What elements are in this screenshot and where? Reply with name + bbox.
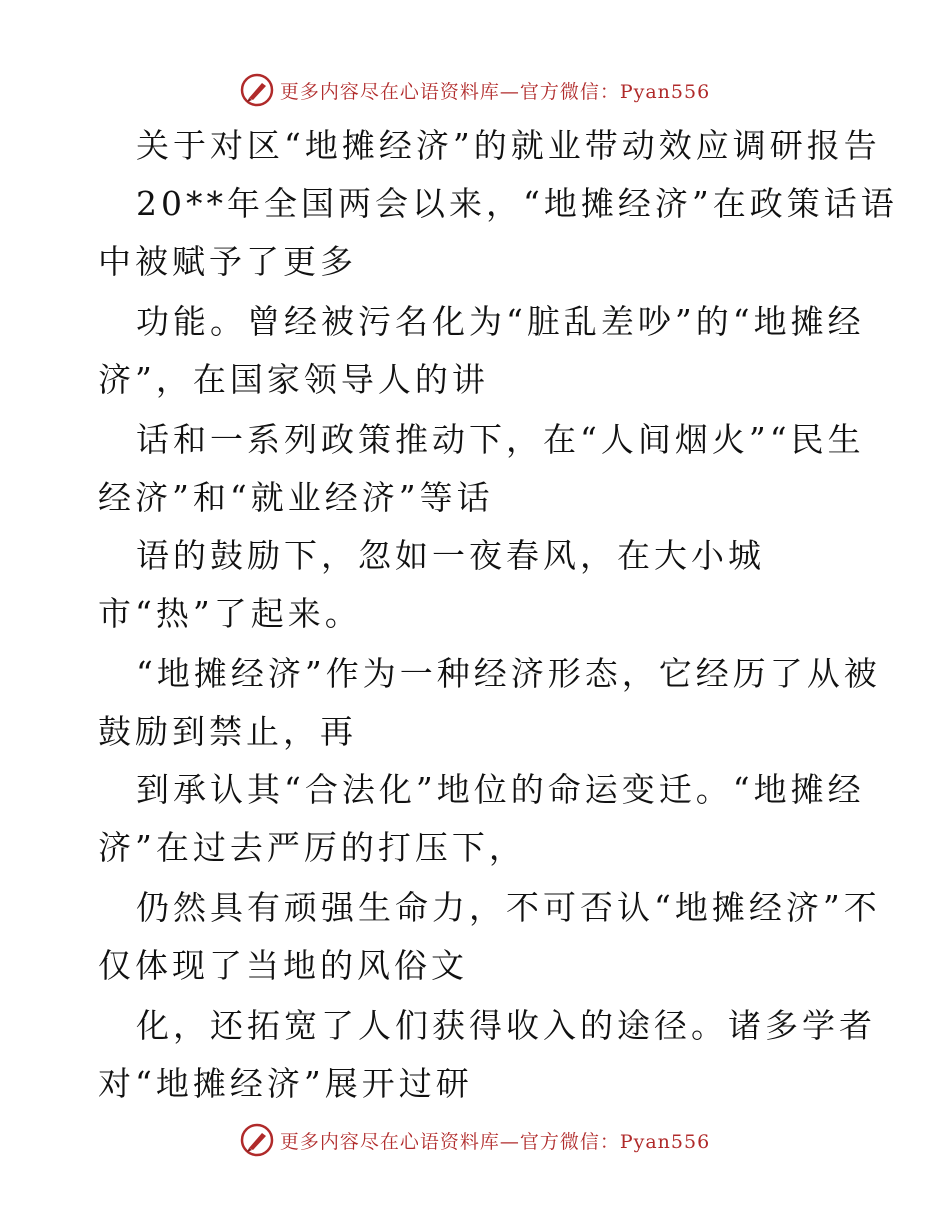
text-line: 对“地摊经济”展开过研 xyxy=(98,1064,473,1103)
footer-banner xyxy=(0,1120,950,1160)
text-line: 中被赋予了更多 xyxy=(98,242,357,281)
pen-logo-icon xyxy=(240,1123,274,1157)
text-line: 市“热”了起来。 xyxy=(98,594,362,633)
text-line: 功能。曾经被污名化为“脏乱差吵”的“地摊经 xyxy=(136,302,865,341)
text-line: 鼓励到禁止，再 xyxy=(98,712,357,751)
banner-text: 更多内容尽在心语资料库—官方微信：Pyan556 xyxy=(279,1130,711,1153)
text-line: 到承认其“合法化”地位的命运变迁。“地摊经 xyxy=(136,770,865,809)
document-title: 关于对区“地摊经济”的就业带动效应调研报告 xyxy=(136,126,881,165)
text-line: 济”，在国家领导人的讲 xyxy=(98,360,489,399)
text-line: 仅体现了当地的风俗文 xyxy=(98,946,468,985)
text-line: 经济”和“就业经济”等话 xyxy=(98,478,494,517)
text-line: 语的鼓励下，忽如一夜春风，在大小城 xyxy=(136,536,765,575)
text-line: 化，还拓宽了人们获得收入的途径。诸多学者 xyxy=(136,1006,876,1045)
text-line: “地摊经济”作为一种经济形态，它经历了从被 xyxy=(136,654,881,693)
text-line: 话和一系列政策推动下，在“人间烟火”“民生 xyxy=(136,420,865,459)
text-line: 20**年全国两会以来，“地摊经济”在政策话语 xyxy=(136,184,898,223)
text-line: 济”在过去严厉的打压下， xyxy=(98,828,526,867)
text-line: 仍然具有顽强生命力，不可否认“地摊经济”不 xyxy=(136,888,881,927)
banner-text: 更多内容尽在心语资料库—官方微信：Pyan556 xyxy=(279,80,711,103)
